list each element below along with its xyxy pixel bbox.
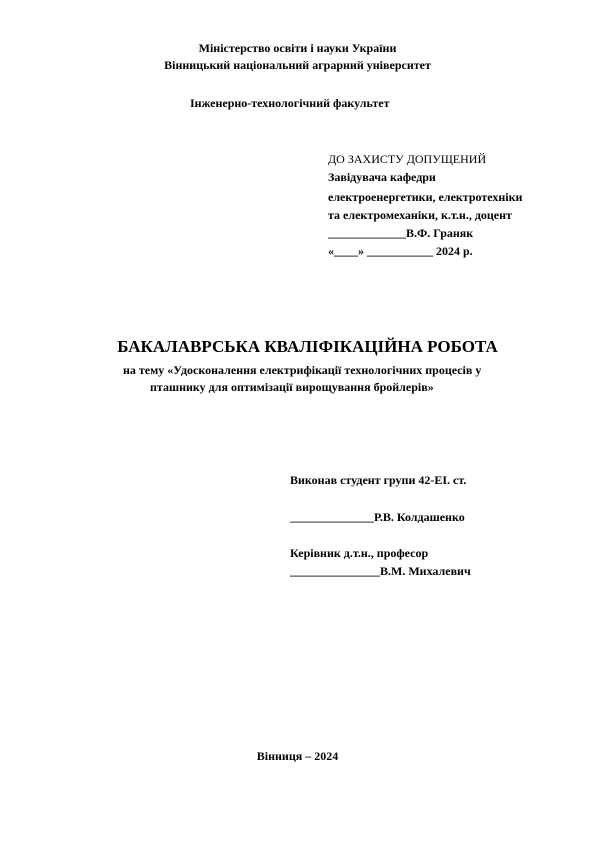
approval-department-line1: електроенергетики, електротехніки — [328, 190, 523, 204]
student-signature: ______________Р.В. Колдашенко — [290, 510, 465, 524]
supervisor-label: Керівник д.т.н., професор — [290, 546, 429, 560]
work-topic-line2: пташнику для оптимізації вирощування бройлерів» — [150, 380, 434, 394]
approval-head-of-department: Завідувача кафедри — [328, 170, 436, 184]
ministry-name: Міністерство освіти і науки України — [198, 41, 397, 55]
approval-date: «____» ___________ 2024 р. — [328, 244, 473, 258]
student-performed-by: Виконав студент групи 42-ЕІ. ст. — [290, 473, 467, 487]
work-topic-line1: на тему «Удосконалення електрифікації технологічних процесів у — [123, 363, 482, 377]
city-year: Вінниця – 2024 — [256, 749, 339, 763]
work-title: БАКАЛАВРСЬКА КВАЛІФІКАЦІЙНА РОБОТА — [117, 337, 498, 356]
faculty-name: Інженерно-технологічний факультет — [190, 96, 390, 110]
approval-heading: ДО ЗАХИСТУ ДОПУЩЕНИЙ — [328, 152, 487, 166]
approval-signature: _____________В.Ф. Граняк — [328, 226, 474, 240]
university-name: Вінницький національний аграрний університет — [164, 58, 431, 72]
approval-department-line2: та електромеханіки, к.т.н., доцент — [328, 208, 512, 222]
supervisor-signature: _______________В.М. Михалевич — [290, 564, 471, 578]
